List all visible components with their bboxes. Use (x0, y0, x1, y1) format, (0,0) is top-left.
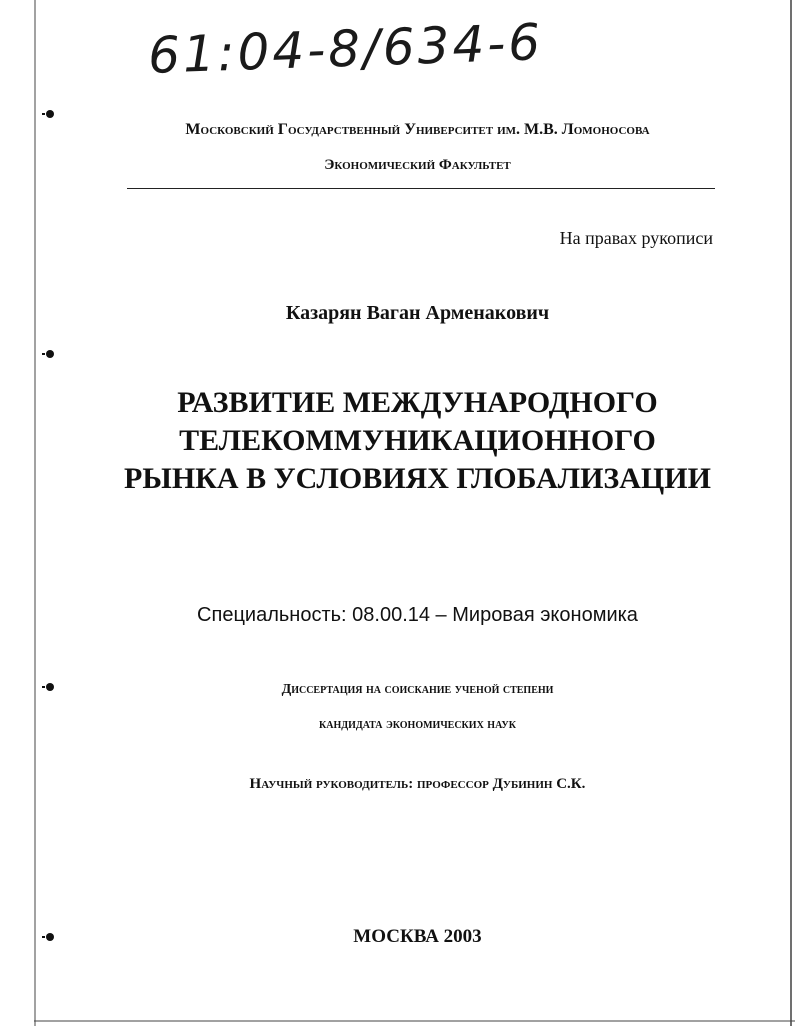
binder-hole-mark (46, 350, 54, 358)
scan-left-edge (34, 0, 36, 1026)
header-divider (127, 188, 715, 189)
dissertation-line-1: Диссертация на соискание ученой степени (281, 682, 554, 697)
title-line-1: РАЗВИТИЕ МЕЖДУНАРОДНОГО (177, 386, 658, 419)
author-name: Казарян Ваган Арменакович (285, 302, 550, 324)
title-line-2: ТЕЛЕКОММУНИКАЦИОННОГО (179, 424, 656, 457)
title-line-3: РЫНКА В УСЛОВИЯХ ГЛОБАЛИЗАЦИИ (124, 462, 711, 495)
city-year: МОСКВА 2003 (353, 926, 482, 947)
dissertation-line-2: кандидата экономических наук (318, 717, 517, 732)
scan-right-edge (790, 0, 792, 1026)
faculty-name: Экономический Факультет (324, 157, 511, 173)
rights-note: На правах рукописи (559, 228, 713, 248)
university-name: Московский Государственный Университет им. М.В. Ломоносова (185, 121, 650, 138)
binder-hole-mark (46, 110, 54, 118)
specialty: Специальность: 08.00.14 – Мировая экономика (197, 604, 638, 626)
scan-bottom-edge (34, 1020, 795, 1022)
handwritten-archive-number: 61:04-8/634-6 (147, 13, 544, 85)
scientific-advisor: Научный руководитель: профессор Дубинин С.К. (249, 776, 586, 792)
